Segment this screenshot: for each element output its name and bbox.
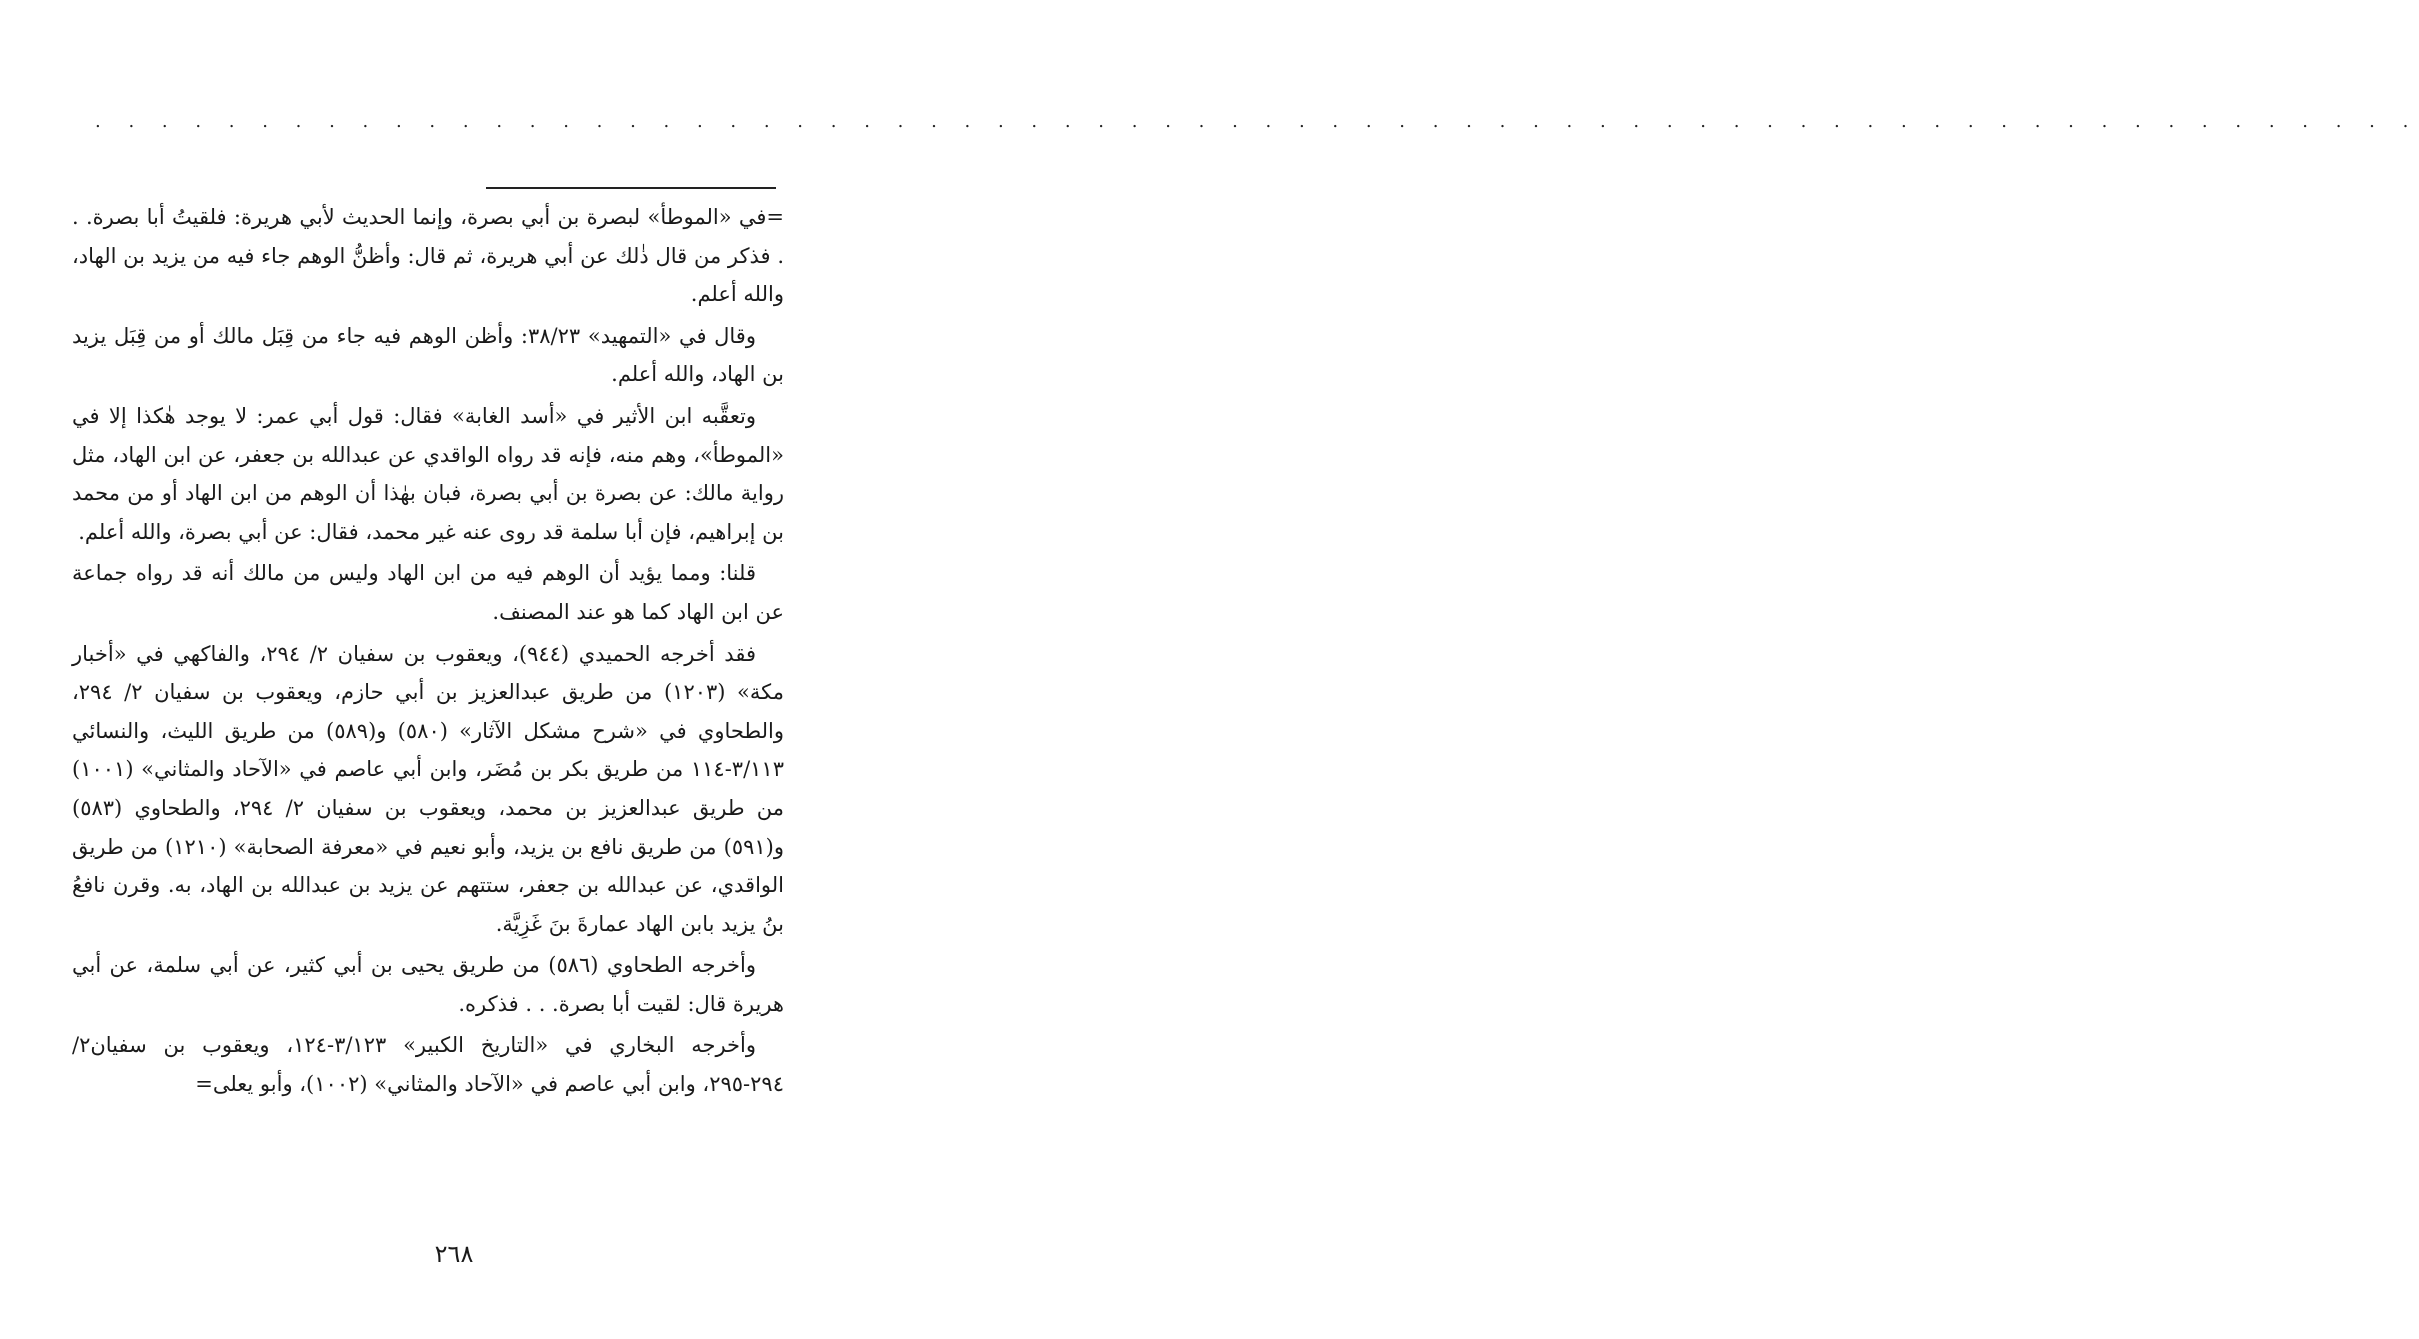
page-number: ٢٦٨ (434, 1240, 474, 1268)
paragraph: وأخرجه البخاري في «التاريخ الكبير» ٣/١٢٣-١٢٤، ويعقوب بن سفيان٢/ ٢٩٤-٢٩٥، وابن أبي عاصم في «الآحاد والمثاني» (١٠٠٢)، وأبو يعلى= (72, 1033, 784, 1097)
paragraph: =في «الموطأ» لبصرة بن أبي بصرة، وإنما الحديث لأبي هريرة: فلقيتُ أبا بصرة. . . فذكر من قال ذٰلك عن أبي هريرة، ثم قال: وأظنُّ الوهم جاء فيه من يزيد بن الهاد، والله أعلم. (72, 205, 784, 307)
paragraph: فقد أخرجه الحميدي (٩٤٤)، ويعقوب بن سفيان ٢/ ٢٩٤، والفاكهي في «أخبار مكة» (١٢٠٣) من طريق عبدالعزيز بن أبي حازم، ويعقوب بن سفيان ٢/ ٢٩٤، والطحاوي في «شرح مشكل الآثار» (٥٨٠) و(٥٨٩) من طريق الليث، والنسائي ٣/١١٣-١١٤ من طريق بكر بن مُضَر، وابن أبي عاصم في «الآحاد والمثاني» (١٠٠١) من طريق عبدالعزيز بن محمد، ويعقوب بن سفيان ٢/ ٢٩٤، والطحاوي (٥٨٣) و(٥٩١) من طريق نافع بن يزيد، وأبو نعيم في «معرفة الصحابة» (١٢١٠) من طريق الواقدي، عن عبدالله بن جعفر، ستتهم عن يزيد بن عبدالله بن الهاد، به. وقرن نافعُ بنُ يزيد بابن الهاد عمارةَ بنَ غَزِيَّة. (72, 641, 785, 936)
footnote-text (72, 198, 784, 1107)
paragraph: وتعقَّبه ابن الأثير في «أسد الغابة» فقال: قول أبي عمر: لا يوجد هٰكذا إلا في «الموطأ»، وهم منه، فإنه قد رواه الواقدي عن عبدالله بن جعفر، عن ابن الهاد، مثل رواية مالك: عن بصرة بن أبي بصرة، فبان بهٰذا أن الوهم من ابن الهاد أو من محمد بن إبراهيم، فإن أبا سلمة قد روى عنه غير محمد، فقال: عن أبي بصرة، والله أعلم. (72, 403, 784, 544)
paragraph: قلنا: ومما يؤيد أن الوهم فيه من ابن الهاد وليس من مالك أنه قد رواه جماعة عن ابن الهاد كما هو عند المصنف. (72, 561, 784, 624)
dotted-separator: . . . . . . . . . . . . . . . . . . . . . . . . . . . . . . . . . . . . . . . . . . . . . . . . . . . . . . . . . . . . . . . . . . . . . . (95, 111, 2419, 132)
footnote-rule (486, 187, 776, 189)
paragraph: وقال في «التمهيد» ٣٨/٢٣: وأظن الوهم فيه جاء من قِبَل مالك أو من قِبَل يزيد بن الهاد، والله أعلم. (72, 323, 784, 387)
paragraph: وأخرجه الطحاوي (٥٨٦) من طريق يحيى بن أبي كثير، عن أبي سلمة، عن أبي هريرة قال: لقيت أبا بصرة. . . فذكره. (72, 953, 784, 1016)
